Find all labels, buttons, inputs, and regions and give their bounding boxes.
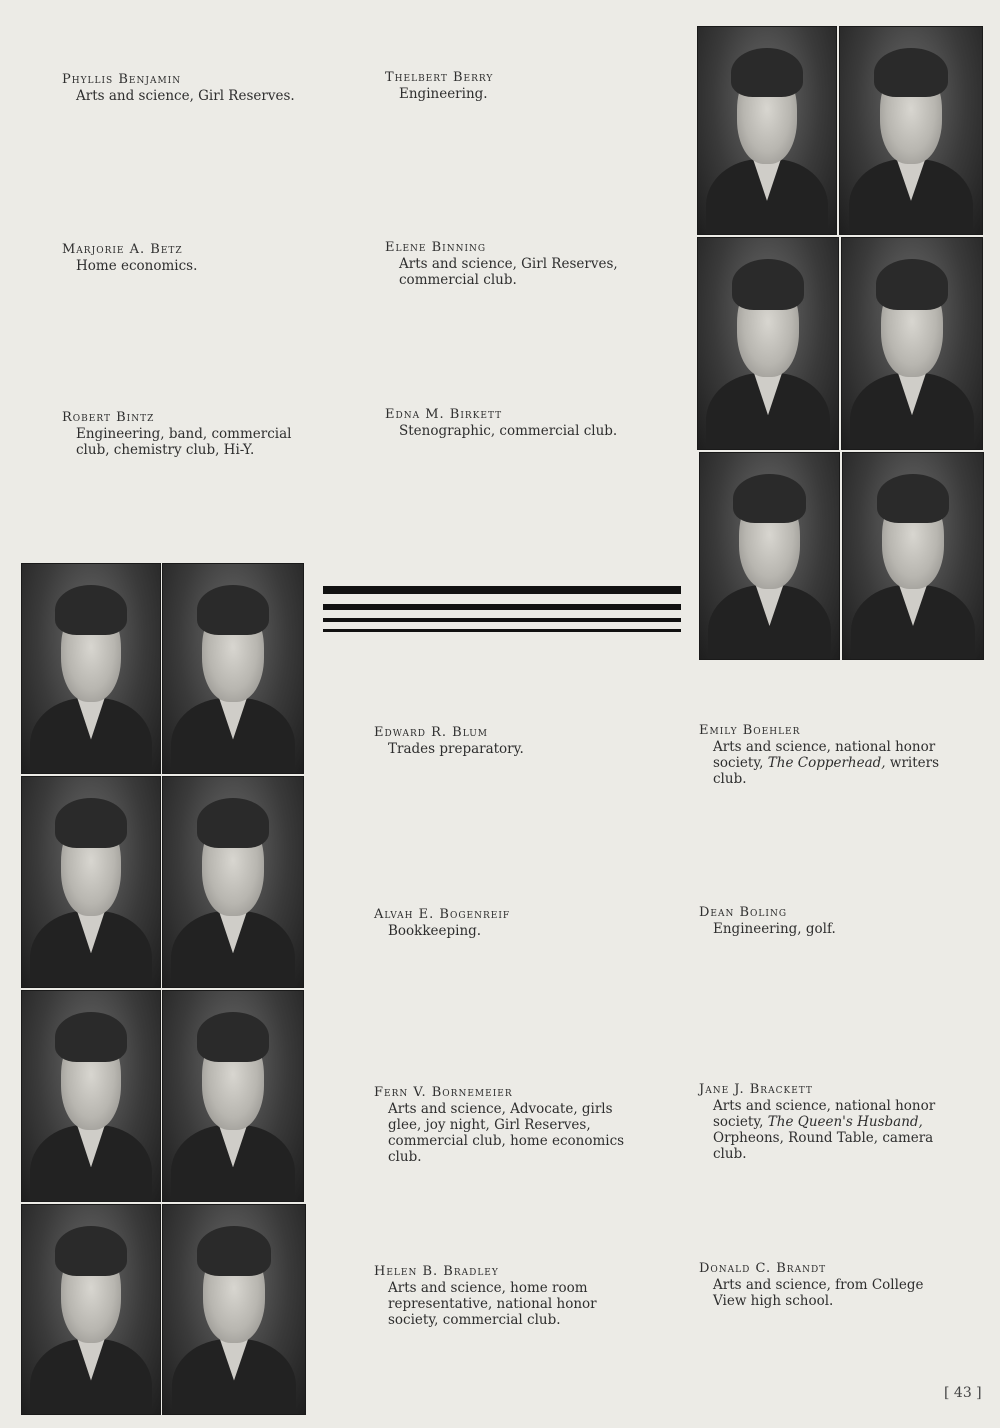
portrait-photo: [699, 452, 840, 660]
student-name: Emily Boehler: [699, 723, 801, 738]
entry-emily-boehler: [699, 723, 949, 787]
page-number: [ 43 ]: [944, 1385, 982, 1401]
decorative-rule: [323, 586, 681, 594]
student-activities: Arts and science, home room representative, national honor society, commercial club.: [388, 1280, 597, 1328]
entry-robert-bintz: [62, 410, 312, 458]
student-name: Alvah E. Bogenreif: [374, 907, 511, 922]
portrait-photo: [697, 237, 839, 450]
portrait-photo: [162, 990, 304, 1202]
student-name: Helen B. Bradley: [374, 1264, 499, 1279]
entry-dean-boling: [699, 905, 959, 937]
portrait-photo: [841, 237, 983, 450]
student-activities: Bookkeeping.: [388, 923, 482, 939]
student-activities: Engineering.: [399, 86, 488, 102]
student-name: Donald C. Brandt: [699, 1261, 827, 1276]
student-activities: Home economics.: [76, 258, 198, 274]
portrait-photo: [842, 452, 984, 660]
student-name: Elene Binning: [385, 240, 487, 255]
student-name: Phyllis Benjamin: [62, 72, 182, 87]
entry-elene-binning: [385, 240, 640, 288]
student-name: Edward R. Blum: [374, 725, 489, 740]
decorative-rule: [323, 629, 681, 632]
entry-thelbert-berry: [385, 70, 645, 102]
entry-donald-brandt: [699, 1261, 949, 1309]
entry-alvah-bogenreif: [374, 907, 634, 939]
entry-helen-bradley: [374, 1264, 629, 1328]
student-name: Marjorie A. Betz: [62, 242, 183, 257]
student-activities: Stenographic, commercial club.: [399, 423, 618, 439]
student-name: Fern V. Bornemeier: [374, 1085, 513, 1100]
entry-phyllis-benjamin: [62, 72, 322, 104]
portrait-photo: [697, 26, 837, 235]
student-activities: Arts and science, Girl Reserves.: [76, 88, 295, 104]
student-name: Robert Bintz: [62, 410, 155, 425]
student-activities: Arts and science, Advocate, girls glee, joy night, Girl Reserves, commercial club, home economics club.: [388, 1101, 625, 1165]
entry-fern-bornemeier: [374, 1085, 629, 1165]
student-name: Dean Boling: [699, 905, 788, 920]
portrait-photo: [162, 563, 304, 774]
portrait-photo: [839, 26, 983, 235]
entry-marjorie-betz: [62, 242, 322, 274]
entry-edward-blum: [374, 725, 634, 757]
student-activities: Arts and science, national honor society, The Copperhead, writers club.: [713, 739, 940, 787]
decorative-rule: [323, 618, 681, 622]
student-name: Jane J. Brackett: [699, 1082, 813, 1097]
entry-jane-brackett: [699, 1082, 949, 1162]
portrait-photo: [162, 1204, 306, 1415]
student-activities: Trades preparatory.: [388, 741, 524, 757]
student-activities: Engineering, golf.: [713, 921, 836, 937]
decorative-rule: [323, 604, 681, 610]
student-activities: Arts and science, Girl Reserves, commercial club.: [399, 256, 618, 288]
student-activities: Arts and science, from College View high school.: [713, 1277, 924, 1309]
entry-edna-birkett: [385, 407, 645, 439]
portrait-photo: [21, 1204, 161, 1415]
student-name: Edna M. Birkett: [385, 407, 503, 422]
student-name: Thelbert Berry: [385, 70, 494, 85]
portrait-photo: [21, 563, 161, 774]
portrait-photo: [21, 776, 161, 988]
portrait-photo: [21, 990, 161, 1202]
student-activities: Engineering, band, commercial club, chemistry club, Hi-Y.: [76, 426, 292, 458]
portrait-photo: [162, 776, 304, 988]
student-activities: Arts and science, national honor society, The Queen's Husband, Orpheons, Round Table, camera club.: [713, 1098, 936, 1162]
